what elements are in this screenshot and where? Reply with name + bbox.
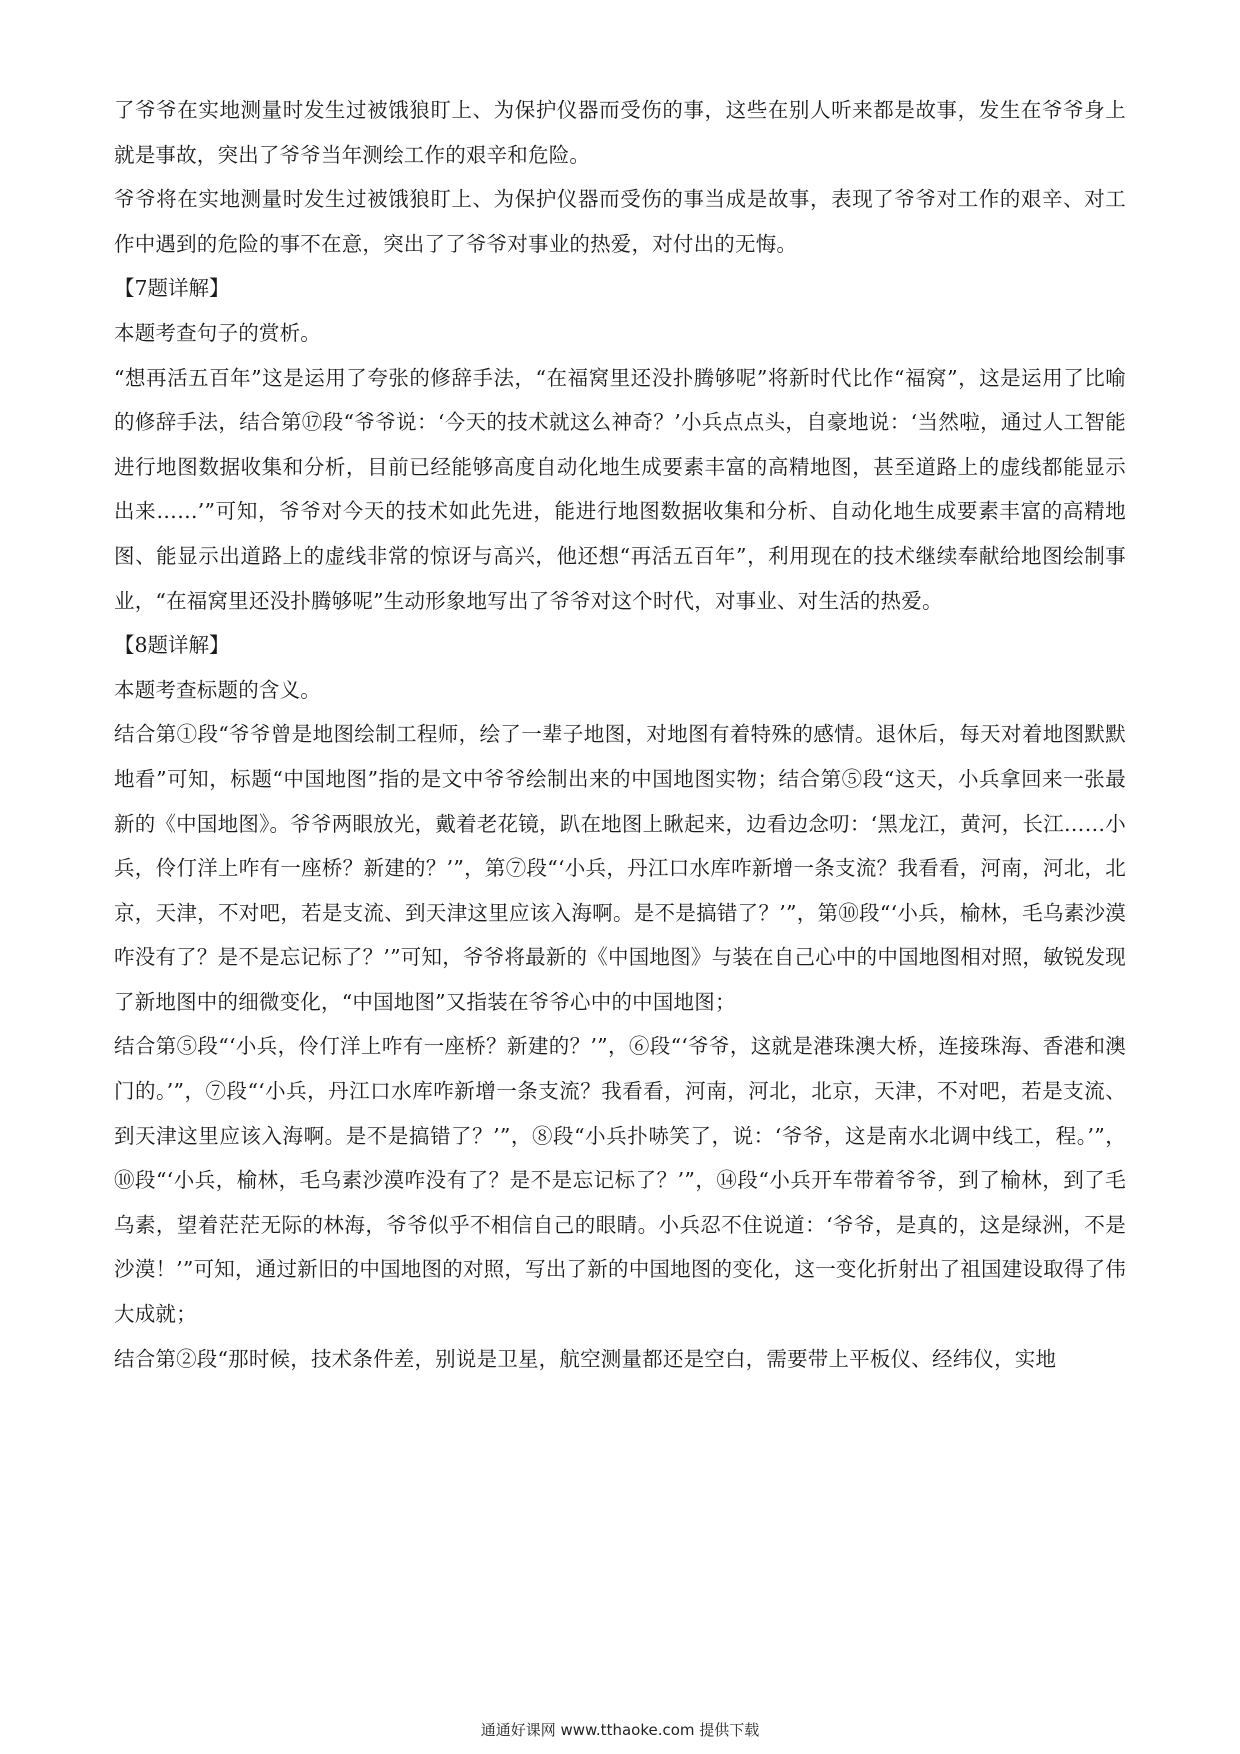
paragraph-q7-topic: 本题考查句子的赏析。 [114,320,321,345]
paragraph-q8-analysis-1: 结合第①段“爷爷曾是地图绘制工程师，绘了一辈子地图，对地图有着特殊的感情。退休后，每天对着地图默默地看”可知，标题“中国地图”指的是文中爷爷绘制出来的中国地图实物；结合第⑤段“这天，小兵拿回来一张最新的《中国地图》。爷爷两眼放光，戴着老花镜，趴在地图上瞅起来，边看边念叨：‘黑龙江，黄河，长江……小兵，伶仃洋上咋有一座桥？新建的？’”，第⑦段“‘小兵，丹江口水库咋新增一条支流？我看看，河南，河北，北京，天津，不对吧，若是支流、到天津这里应该入海啊。是不是搞错了？’”，第⑩段“‘小兵，榆林，毛乌素沙漠咋没有了？是不是忘记标了？’”可知，爷爷将最新的《中国地图》与装在自己心中的中国地图相对照，敏锐发现了新地图中的细微变化，“中国地图”又指装在爷爷心中的中国地图； [114,722,1126,1014]
paragraph-q8-topic: 本题考查标题的含义。 [114,677,321,702]
heading-question-8: 【8题详解】 [114,633,230,658]
paragraph-analysis-6-summary: 爷爷将在实地测量时发生过被饿狼盯上、为保护仪器而受伤的事当成是故事，表现了爷爷对工作的艰辛、对工作中遇到的危险的事不在意，突出了了爷爷对事业的热爱，对付出的无悔。 [114,187,1126,256]
paragraph-q8-analysis-3: 结合第②段“那时候，技术条件差，别说是卫星，航空测量都还是空白，需要带上平板仪、经纬仪，实地 [114,1346,1057,1371]
document-body [114,88,1126,1381]
paragraph-q8-analysis-2: 结合第⑤段“‘小兵，伶仃洋上咋有一座桥？新建的？’”，⑥段“‘爷爷，这就是港珠澳大桥，连接珠海、香港和澳门的。’”，⑦段“‘小兵，丹江口水库咋新增一条支流？我看看，河南，河北，北京，天津，不对吧，若是支流、到天津这里应该入海啊。是不是搞错了？’”，⑧段“小兵扑哧笑了，说：‘爷爷，这是南水北调中线工，程。’”，⑩段“‘小兵，榆林，毛乌素沙漠咋没有了？是不是忘记标了？’”，⑭段“小兵开车带着爷爷，到了榆林，到了毛乌素，望着茫茫无际的林海，爷爷似乎不相信自己的眼睛。小兵忍不住说道：‘爷爷，是真的，这是绿洲，不是沙漠！’”可知，通过新旧的中国地图的对照，写出了新的中国地图的变化，这一变化折射出了祖国建设取得了伟大成就； [114,1034,1126,1327]
paragraph-q7-analysis: “想再活五百年”这是运用了夸张的修辞手法，“在福窝里还没扑腾够呢”将新时代比作“福窝”，这是运用了比喻的修辞手法，结合第⑰段“爷爷说：‘今天的技术就这么神奇？’小兵点点头，自豪地说：‘当然啦，通过人工智能进行地图数据收集和分析，目前已经能够高度自动化地生成要素丰富的高精地图，甚至道路上的虚线都能显示出来……’”可知，爷爷对今天的技术如此先进，能进行地图数据收集和分析、自动化地生成要素丰富的高精地图、能显示出道路上的虚线非常的惊讶与高兴，他还想“再活五百年”，利用现在的技术继续奉献给地图绘制事业，“在福窝里还没扑腾够呢”生动形象地写出了爷爷对这个时代，对事业、对生活的热爱。 [114,365,1126,613]
paragraph-analysis-6-end: 了爷爷在实地测量时发生过被饿狼盯上、为保护仪器而受伤的事，这些在别人听来都是故事，发生在爷爷身上就是事故，突出了爷爷当年测绘工作的艰辛和危险。 [114,98,1126,167]
page-footer: 通通好课网 www.tthaoke.com 提供下载 [480,1721,760,1739]
heading-question-7: 【7题详解】 [114,276,230,301]
